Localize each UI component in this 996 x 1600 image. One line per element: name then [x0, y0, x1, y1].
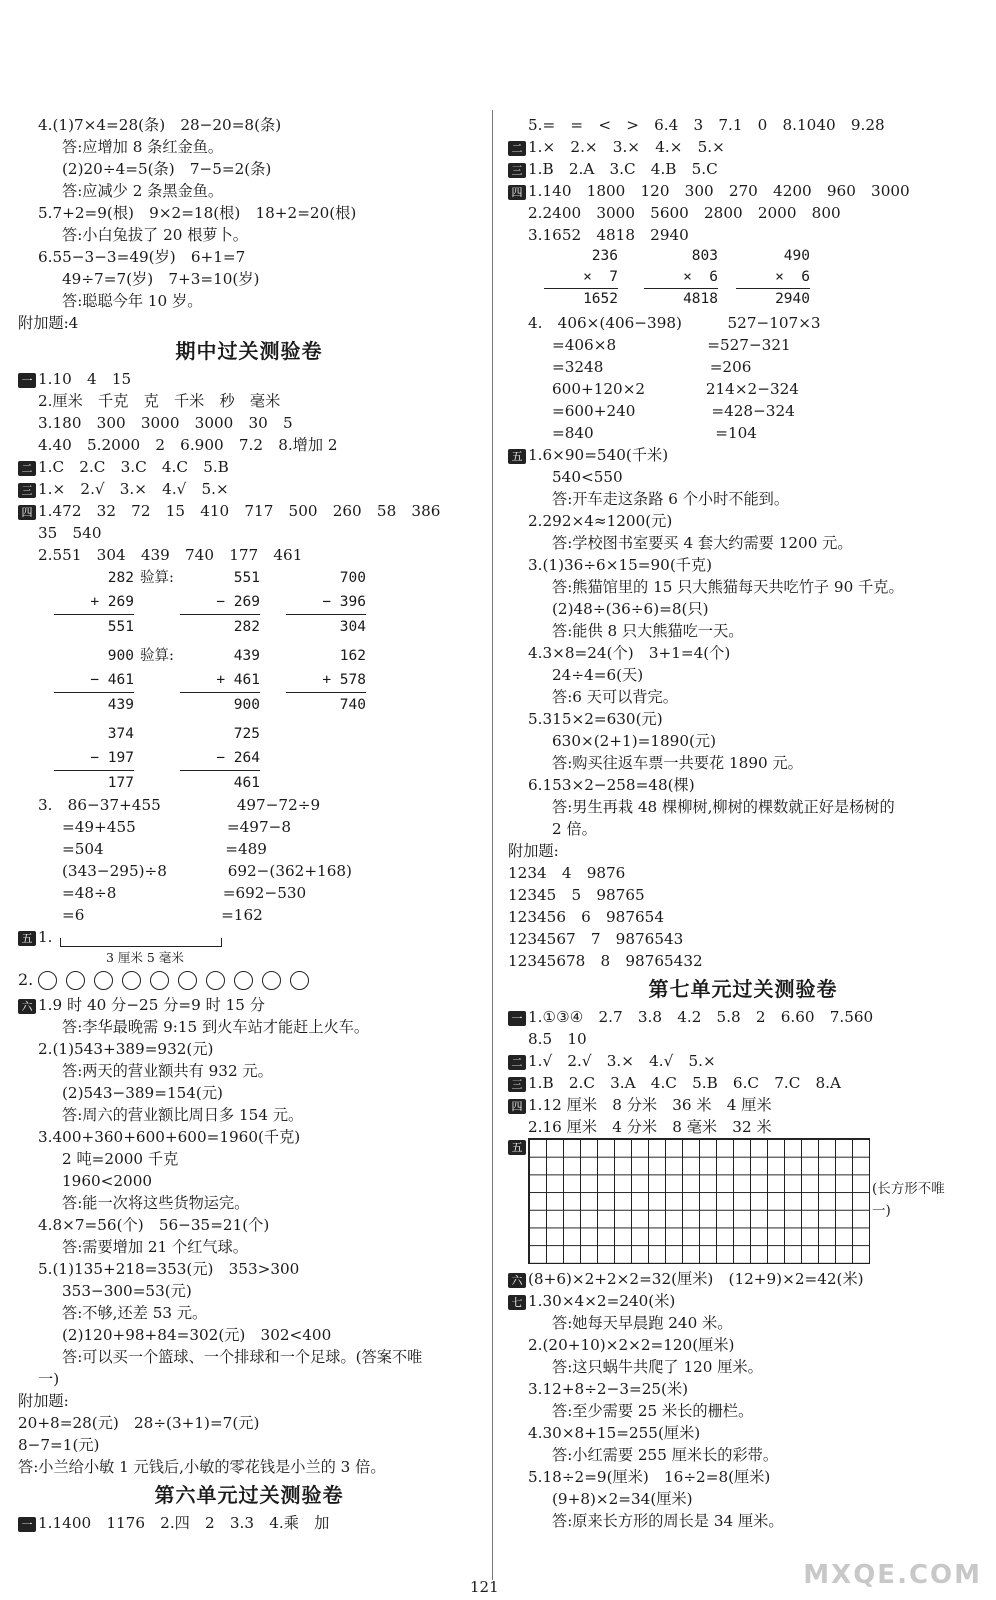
text-line: 答:学校图书室要买 4 套大约需要 1200 元。 [552, 534, 853, 552]
section-badge: 五 [508, 1140, 526, 1155]
text-line: 1. [38, 928, 53, 946]
vertical-calc: 803 × 6 4818 [644, 246, 718, 310]
text-line: 24÷4=6(天) [552, 666, 644, 684]
text-line: (2)20÷4=5(条) 7−5=2(条) [62, 160, 272, 178]
text-line: 1.B 2.C 3.A 4.C 5.B 6.C 7.C 8.A [528, 1074, 841, 1092]
text-line: 540<550 [552, 468, 623, 486]
text-line: 2.(1)543+389=932(元) [38, 1040, 214, 1058]
right-column [508, 114, 978, 1580]
text-line: 1.× 2.× 3.× 4.× 5.× [528, 138, 725, 156]
text-line: 答:李华最晚需 9:15 到火车站才能赶上火车。 [62, 1018, 370, 1036]
text-line: 3.400+360+600+600=1960(千克) [38, 1128, 301, 1146]
text-line: (8+6)×2+2×2=32(厘米) (12+9)×2=42(米) [528, 1270, 864, 1288]
text-line: 答:购买往返车票一共要花 1890 元。 [552, 754, 803, 772]
vertical-calc-row [18, 644, 480, 716]
section-badge: 二 [508, 141, 526, 156]
text-line: 353−300=53(元) [62, 1282, 192, 1300]
vertical-calc: 725 − 264 461 [180, 722, 260, 795]
text-line: 答:应增加 8 条红金鱼。 [62, 138, 224, 156]
square-grid [528, 1138, 870, 1264]
section-badge: 三 [508, 1077, 526, 1092]
text-line: 5.315×2=630(元) [528, 710, 663, 728]
text-line: 1.140 1800 120 300 270 4200 960 3000 [528, 182, 910, 200]
text-line: 1960<2000 [62, 1172, 153, 1190]
text-line: 3.12+8÷2−3=25(米) [528, 1380, 689, 1398]
text-line: 5.18÷2=9(厘米) 16÷2=8(厘米) [528, 1468, 771, 1486]
text-line: =840 =104 [552, 424, 757, 442]
text-line: 1.12 厘米 8 分米 36 米 4 厘米 [528, 1096, 772, 1114]
text-line: 4.8×7=56(个) 56−35=21(个) [38, 1216, 270, 1234]
section-badge: 一 [18, 373, 36, 388]
text-line: 答:应减少 2 条黑金鱼。 [62, 182, 224, 200]
circle-shape [122, 971, 141, 990]
text-line: 答:两天的营业额共有 932 元。 [62, 1062, 273, 1080]
text-line: 答:原来长方形的周长是 34 厘米。 [552, 1512, 784, 1530]
text-line: 5.7+2=9(根) 9×2=18(根) 18+2=20(根) [38, 204, 357, 222]
text-line: 附加题: [18, 1392, 69, 1410]
text-line: 答:需要增加 21 个红气球。 [62, 1238, 248, 1256]
text-line: 附加题:4 [18, 314, 79, 332]
text-line: =6 =162 [62, 906, 263, 924]
text-line: 123456 6 987654 [508, 908, 664, 926]
text-line: (2)543−389=154(元) [62, 1084, 223, 1102]
text-line: 2.(20+10)×2×2=120(厘米) [528, 1336, 735, 1354]
text-line: 答:周六的营业额比周日多 154 元。 [62, 1106, 304, 1124]
text-line: 49÷7=7(岁) 7+3=10(岁) [62, 270, 260, 288]
text-line: 答:能供 8 只大熊猫吃一天。 [552, 622, 744, 640]
text-line: 2.292×4≈1200(元) [528, 512, 673, 530]
text-line: 4. 406×(406−398) 527−107×3 [528, 314, 821, 332]
text-line: =48÷8 =692−530 [62, 884, 307, 902]
circle-shape [66, 971, 85, 990]
text-line: 1.√ 2.√ 3.× 4.√ 5.× [528, 1052, 716, 1070]
text-line: (2)48÷(36÷6)=8(只) [552, 600, 709, 618]
section-badge: 七 [508, 1295, 526, 1310]
text-line: 12345678 8 98765432 [508, 952, 703, 970]
text-line: 3.1652 4818 2940 [528, 226, 689, 244]
column-divider [492, 110, 493, 1580]
text-line: 8−7=1(元) [18, 1436, 100, 1454]
text-line: 答:小兰给小敏 1 元钱后,小敏的零花钱是小兰的 3 倍。 [18, 1458, 386, 1476]
text-line: 1.30×4×2=240(米) [528, 1292, 676, 1310]
text-line: 6.153×2−258=48(棵) [528, 776, 695, 794]
section-badge: 二 [508, 1055, 526, 1070]
text-line: 2 吨=2000 千克 [62, 1150, 179, 1168]
segment-label: 3 厘米 5 毫米 [106, 950, 184, 965]
text-line: =600+240 =428−324 [552, 402, 795, 420]
text-line: =504 =489 [62, 840, 267, 858]
vertical-calc: 551 − 269 282 [180, 566, 260, 639]
text-line: 答:熊猫馆里的 15 只大熊猫每天共吃竹子 90 千克。 [552, 578, 904, 596]
text-line: 1234 4 9876 [508, 864, 626, 882]
text-line: 4.(1)7×4=28(条) 28−20=8(条) [38, 116, 282, 134]
text-line: 一) [38, 1370, 60, 1388]
text-line: 4.40 5.2000 2 6.900 7.2 8.增加 2 [38, 436, 338, 454]
grid-figure [508, 1138, 978, 1268]
text-line: 1.6×90=540(千米) [528, 446, 669, 464]
text-line: 1.①③④ 2.7 3.8 4.2 5.8 2 6.60 7.560 [528, 1008, 874, 1026]
text-line: 5.(1)135+218=353(元) 353>300 [38, 1260, 300, 1278]
text-line: 1.10 4 15 [38, 370, 132, 388]
section-badge: 六 [18, 999, 36, 1014]
text-line: 2.厘米 千克 克 千米 秒 毫米 [38, 392, 281, 410]
text-line: 附加题: [508, 842, 559, 860]
text-line: 5.= = < > 6.4 3 7.1 0 8.1040 9.28 [528, 116, 885, 134]
section-title-unit7: 第七单元过关测验卷 [648, 977, 838, 1001]
text-line: 6.55−3−3=49(岁) 6+1=7 [38, 248, 246, 266]
vertical-calc: 236 × 7 1652 [544, 246, 618, 310]
text-line: 600+120×2 214×2−324 [552, 380, 799, 398]
text-line: 2.16 厘米 4 分米 8 毫米 32 米 [528, 1118, 772, 1136]
circle-shape [234, 971, 253, 990]
vertical-calc: 900 − 461 439 [54, 644, 134, 717]
circle-shape [206, 971, 225, 990]
section-badge: 一 [508, 1011, 526, 1026]
text-line: 答:男生再栽 48 棵柳树,柳树的棵数就正好是杨树的 [552, 798, 895, 816]
text-line: 答:小白兔拔了 20 根萝卜。 [62, 226, 248, 244]
text-line: 答:这只蜗牛共爬了 120 厘米。 [552, 1358, 763, 1376]
text-line: 答:小红需要 255 厘米长的彩带。 [552, 1446, 779, 1464]
text-line: 1.9 时 40 分−25 分=9 时 15 分 [38, 996, 265, 1014]
text-line: 35 540 [38, 524, 102, 542]
text-line: 答:能一次将这些货物运完。 [62, 1194, 250, 1212]
text-line: 1.C 2.C 3.C 4.C 5.B [38, 458, 229, 476]
circle-shape [38, 971, 57, 990]
text-line: 答:至少需要 25 米长的栅栏。 [552, 1402, 754, 1420]
text-line: 1.× 2.√ 3.× 4.√ 5.× [38, 480, 229, 498]
text-line: 2.2400 3000 5600 2800 2000 800 [528, 204, 841, 222]
vertical-calc-row [18, 722, 480, 794]
circle-shape [178, 971, 197, 990]
text-line: 答:她每天早晨跑 240 米。 [552, 1314, 733, 1332]
section-title-unit6: 第六单元过关测验卷 [154, 1483, 344, 1507]
vertical-calc: 439 + 461 900 [180, 644, 260, 717]
text-line: 1.472 32 72 15 410 717 500 260 58 386 [38, 502, 441, 520]
text-line: 答:聪聪今年 10 岁。 [62, 292, 203, 310]
text-line: 12345 5 98765 [508, 886, 645, 904]
text-line: 8.5 10 [528, 1030, 587, 1048]
text-line: 2.551 304 439 740 177 461 [38, 546, 303, 564]
text-line: 1.1400 1176 2.四 2 3.3 4.乘 加 [38, 1514, 330, 1532]
circle-shape [150, 971, 169, 990]
text-line: 4.30×8+15=255(厘米) [528, 1424, 701, 1442]
vertical-calc-row [508, 246, 978, 312]
text-line: 2 倍。 [552, 820, 597, 838]
text-line: 3.(1)36÷6×15=90(千克) [528, 556, 713, 574]
ruler-figure [18, 926, 480, 966]
section-badge: 五 [508, 449, 526, 464]
watermark-logo: MXQE.COM [803, 1560, 982, 1590]
text-line: (2)120+98+84=302(元) 302<400 [62, 1326, 332, 1344]
vertical-calc: 700 − 396 304 [286, 566, 366, 639]
circle-shape [262, 971, 281, 990]
circle-row [18, 966, 480, 994]
section-badge: 一 [18, 1517, 36, 1532]
text-line: 630×(2+1)=1890(元) [552, 732, 717, 750]
section-badge: 三 [18, 483, 36, 498]
vertical-calc: 490 × 6 2940 [736, 246, 810, 310]
text-line: =3248 =206 [552, 358, 752, 376]
text-line: =49+455 =497−8 [62, 818, 291, 836]
vertical-calc: 282 + 269 551 [54, 566, 134, 639]
grid-note: (长方形不唯一) [872, 1181, 945, 1219]
circle-shape [290, 971, 309, 990]
check-label: 验算: [140, 570, 174, 586]
segment-line [60, 938, 222, 947]
text-line: 2. [18, 970, 34, 989]
section-badge: 三 [508, 163, 526, 178]
text-line: (9+8)×2=34(厘米) [552, 1490, 693, 1508]
text-line: 答:可以买一个篮球、一个排球和一个足球。(答案不唯 [62, 1348, 423, 1366]
section-badge: 四 [18, 505, 36, 520]
text-line: 1.B 2.A 3.C 4.B 5.C [528, 160, 718, 178]
check-label: 验算: [140, 648, 174, 664]
text-line: (343−295)÷8 692−(362+168) [62, 862, 352, 880]
text-line: 答:6 天可以背完。 [552, 688, 678, 706]
circle-shape [94, 971, 113, 990]
text-line: 1234567 7 9876543 [508, 930, 684, 948]
text-line: =406×8 =527−321 [552, 336, 791, 354]
page-number: 121 [470, 1578, 499, 1596]
vertical-calc-row [18, 566, 480, 638]
text-line: 3.180 300 3000 3000 30 5 [38, 414, 293, 432]
section-badge: 二 [18, 461, 36, 476]
section-badge: 六 [508, 1273, 526, 1288]
text-line: 3. 86−37+455 497−72÷9 [38, 796, 321, 814]
left-column [18, 114, 480, 1580]
vertical-calc: 162 + 578 740 [286, 644, 366, 717]
section-badge: 五 [18, 931, 36, 946]
text-line: 答:开车走这条路 6 个小时不能到。 [552, 490, 790, 508]
vertical-calc: 374 − 197 177 [54, 722, 134, 795]
text-line: 答:不够,还差 53 元。 [62, 1304, 208, 1322]
text-line: 20+8=28(元) 28÷(3+1)=7(元) [18, 1414, 260, 1432]
section-badge: 四 [508, 1099, 526, 1114]
text-line: 4.3×8=24(个) 3+1=4(个) [528, 644, 731, 662]
section-badge: 四 [508, 185, 526, 200]
section-title-midterm: 期中过关测验卷 [175, 339, 323, 363]
